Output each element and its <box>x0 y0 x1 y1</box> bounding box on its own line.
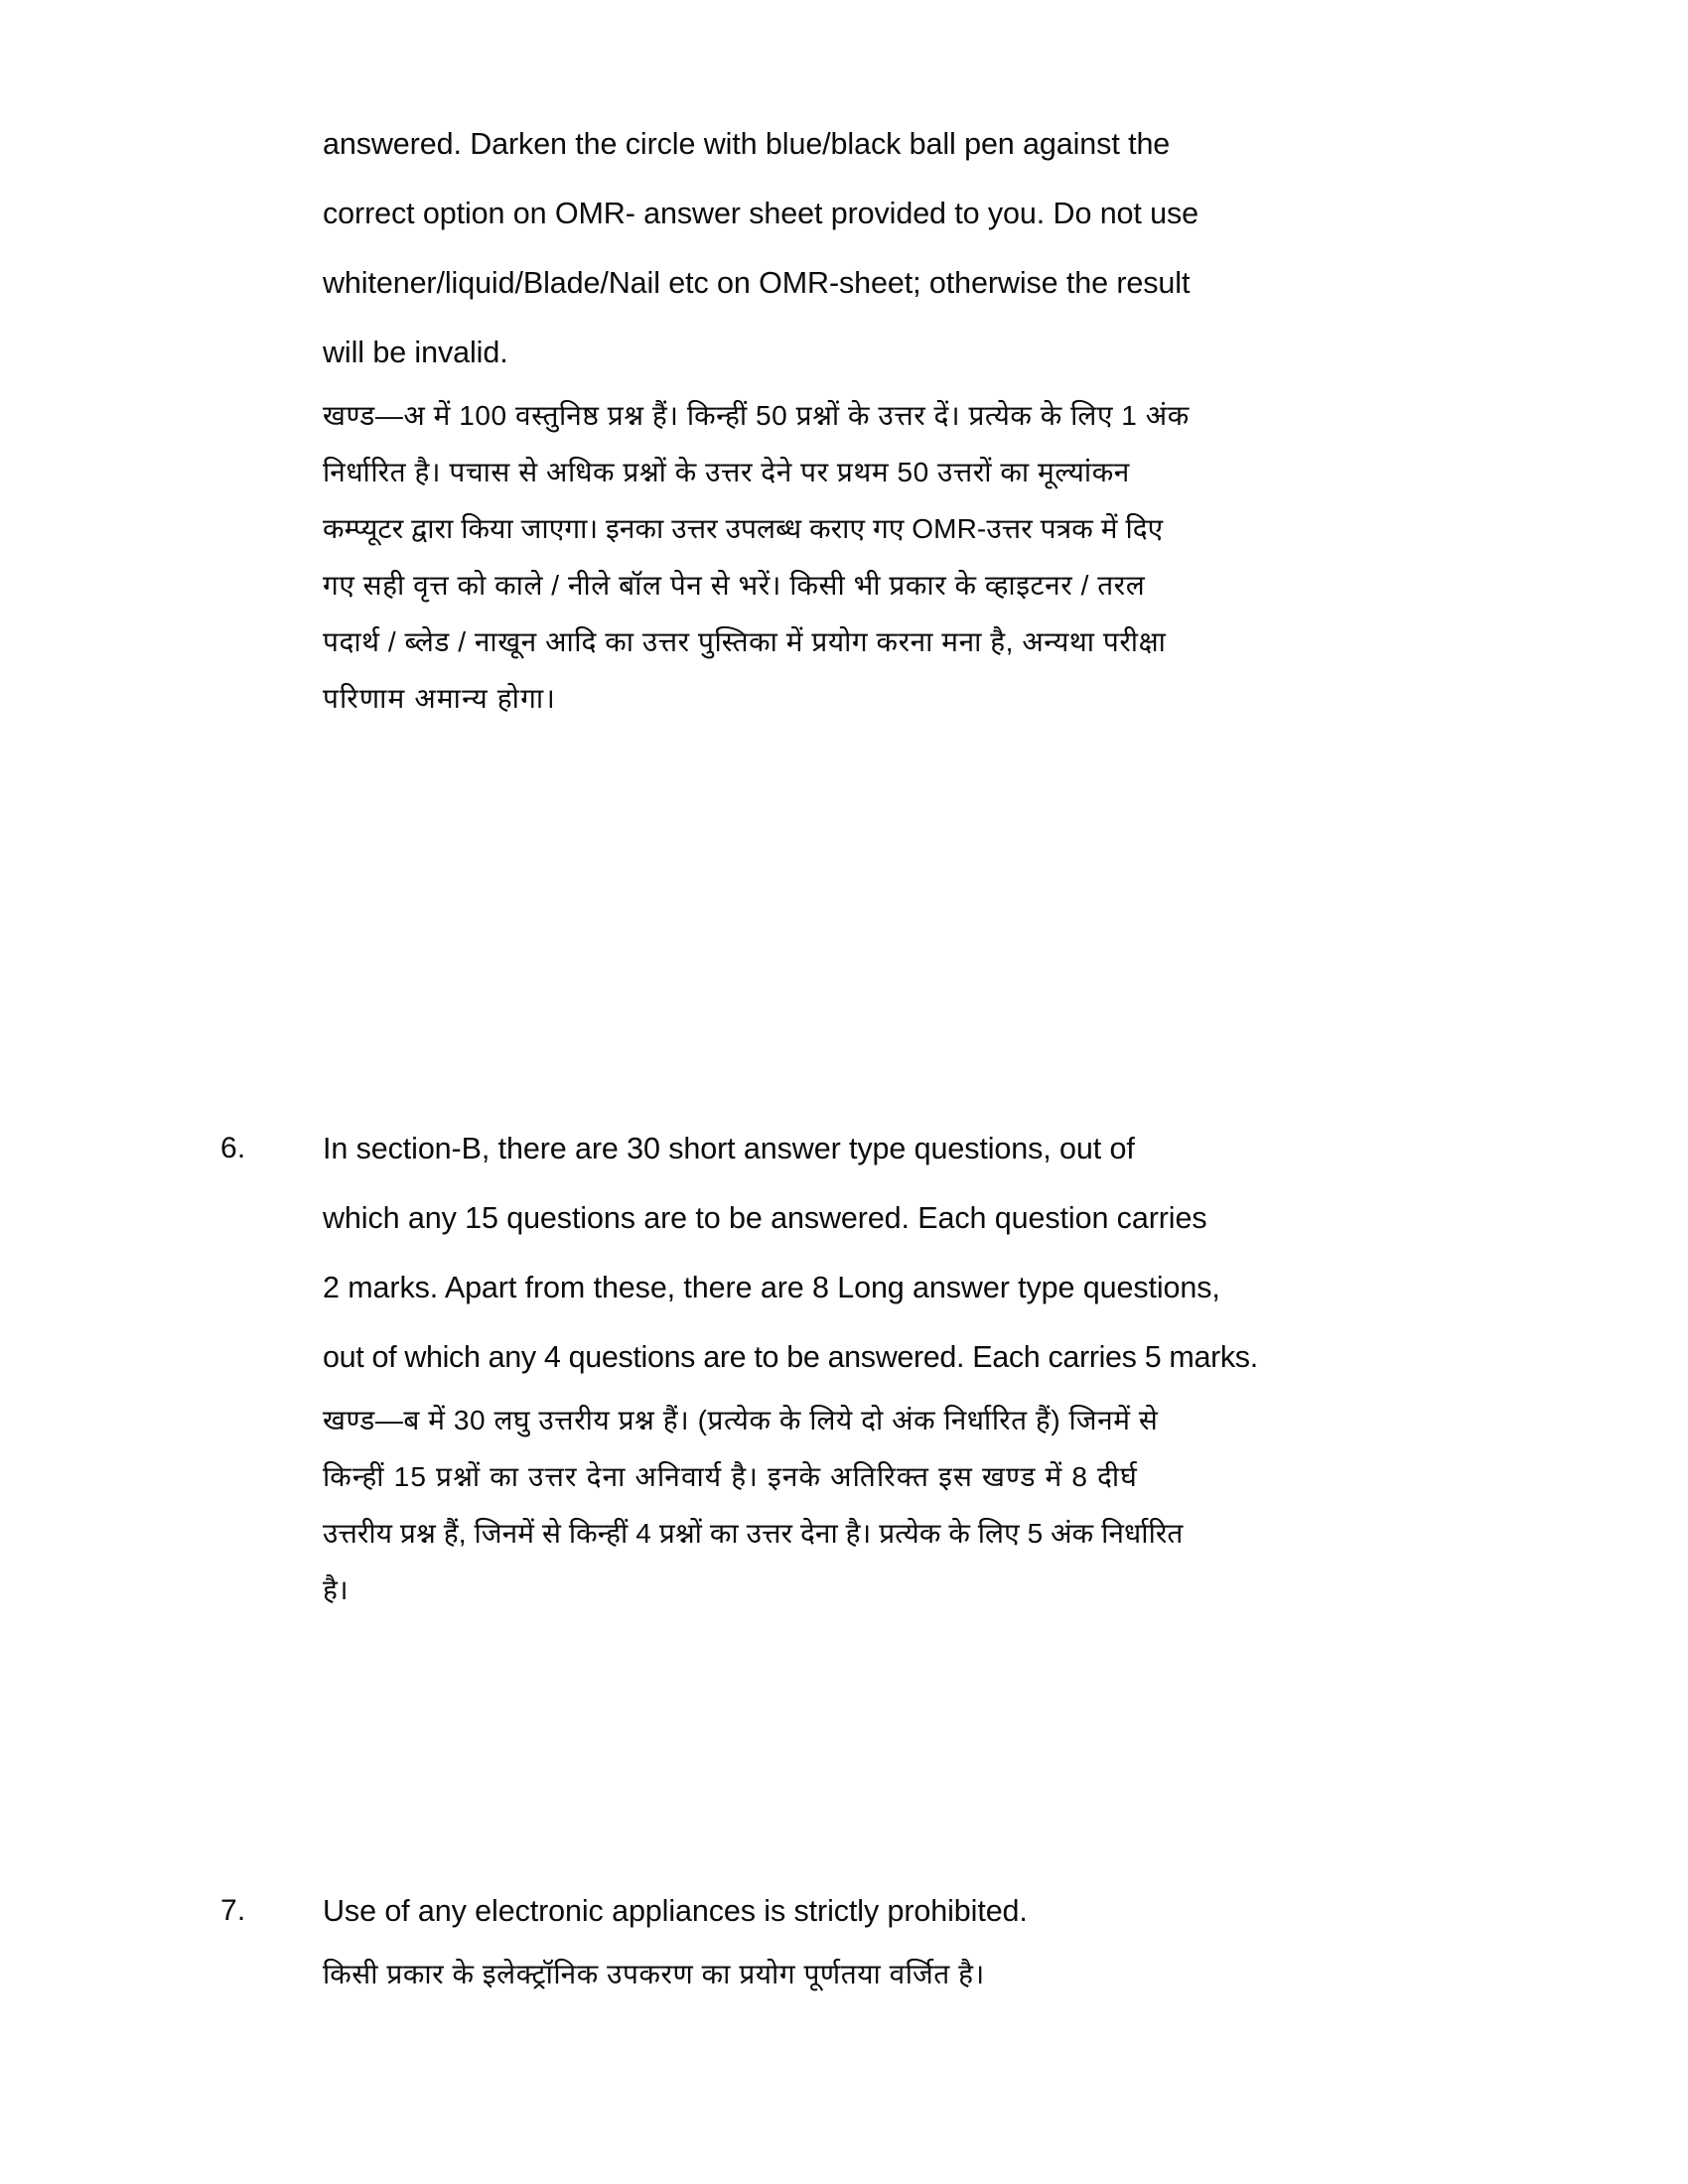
instruction-item-6 <box>220 1114 1472 1618</box>
paragraph-line: out of which any 4 questions are to be answered. Each carries 5 marks. <box>323 1340 1258 1374</box>
paragraph-line: In section-B, there are 30 short answer type questions, out of <box>323 1132 1135 1165</box>
paragraph-line: Use of any electronic appliances is strictly prohibited. <box>323 1894 1028 1928</box>
instruction-item-row <box>220 1876 1472 2002</box>
hindi-paragraph-line: खण्ड—ब में 30 लघु उत्तरीय प्रश्न हैं। (प्रत्येक के लिये दो अंक निर्धारित हैं) जिनमें से <box>323 1405 1159 1435</box>
list-marker-6: 6. <box>220 1132 246 1164</box>
instruction-item-7 <box>220 1876 1472 2002</box>
paragraph-line: answered. Darken the circle with blue/black ball pen against the <box>323 127 1171 161</box>
paragraph-line: will be invalid. <box>323 336 508 369</box>
list-marker-7: 7. <box>220 1894 246 1927</box>
continued-paragraph-body <box>323 109 1472 727</box>
hindi-paragraph-line: किसी प्रकार के इलेक्ट्रॉनिक उपकरण का प्रयोग पूर्णतया वर्जित है। <box>323 1959 985 1989</box>
hindi-paragraph-line: उत्तरीय प्रश्न हैं, जिनमें से किन्हीं 4 प्रश्नों का उत्तर देना है। प्रत्येक के लिए 5 अंक निर्धारित <box>323 1518 1184 1549</box>
instruction-item-7-body <box>323 1876 1472 2002</box>
continued-paragraph-block <box>220 109 1472 727</box>
hindi-paragraph-line: कम्प्यूटर द्वारा किया जाएगा। इनका उत्तर उपलब्ध कराए गए OMR-उत्तर पत्रक में दिए <box>323 513 1164 544</box>
instruction-item-6-body <box>323 1114 1472 1618</box>
instruction-item-row <box>220 1114 1472 1618</box>
hindi-paragraph-line: निर्धारित है। पचास से अधिक प्रश्नों के उत्तर देने पर प्रथम 50 उत्तरों का मूल्यांकन <box>323 457 1130 487</box>
paragraph-line: whitener/liquid/Blade/Nail etc on OMR-sheet; otherwise the result <box>323 266 1191 300</box>
hindi-paragraph-line: है। <box>323 1574 349 1605</box>
paragraph-line: 2 marks. Apart from these, there are 8 Long answer type questions, <box>323 1271 1220 1304</box>
continued-paragraph-row <box>220 109 1472 727</box>
paragraph-line: which any 15 questions are to be answered. Each question carries <box>323 1201 1207 1235</box>
paragraph-line: correct option on OMR- answer sheet provided to you. Do not use <box>323 197 1199 230</box>
hindi-paragraph-line: गए सही वृत्त को काले / नीले बॉल पेन से भरें। किसी भी प्रकार के व्हाइटनर / तरल <box>323 570 1146 601</box>
hindi-paragraph-line: पदार्थ / ब्लेड / नाखून आदि का उत्तर पुस्तिका में प्रयोग करना मना है, अन्यथा परीक्षा <box>323 626 1167 657</box>
hindi-paragraph-line: खण्ड—अ में 100 वस्तुनिष्ठ प्रश्न हैं। किन्हीं 50 प्रश्नों के उत्तर दें। प्रत्येक के लिए 1 अंक <box>323 400 1190 431</box>
hindi-paragraph-line: किन्हीं 15 प्रश्नों का उत्तर देना अनिवार्य है। इनके अतिरिक्त इस खण्ड में 8 दीर्घ <box>323 1461 1138 1492</box>
hindi-paragraph-line: परिणाम अमान्य होगा। <box>323 683 556 714</box>
